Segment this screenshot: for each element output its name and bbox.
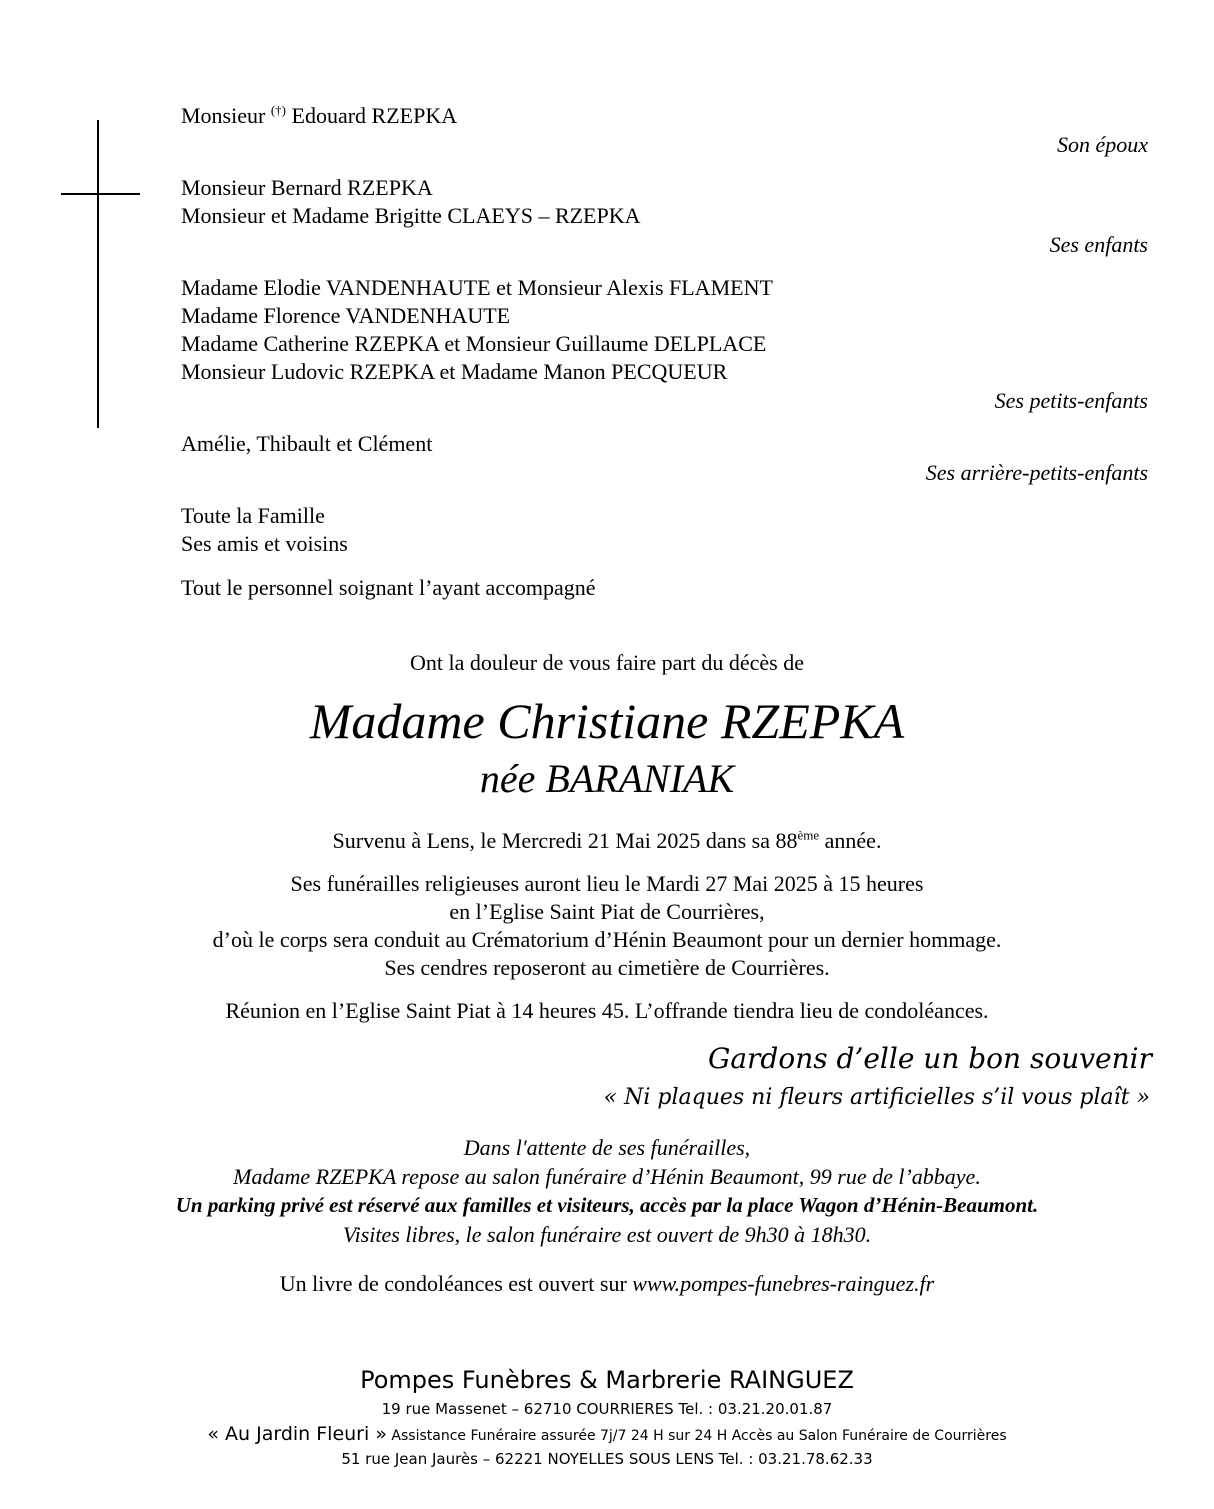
care-staff: Tout le personnel soignant l’ayant accompagné — [181, 575, 596, 600]
husband-name: Edouard RZEPKA — [286, 103, 458, 128]
ordinal-suffix: ème — [797, 827, 820, 843]
husband-line — [181, 103, 457, 129]
condolences-text: Un livre de condoléances est ouvert sur — [279, 1271, 633, 1296]
grandchild-3: Madame Catherine RZEPKA et Monsieur Guillaume DELPLACE — [181, 331, 767, 356]
grandchild-1: Madame Elodie VANDENHAUTE et Monsieur Alexis FLAMENT — [181, 275, 773, 300]
announcement-intro: Ont la douleur de vous faire part du décès de — [409, 650, 805, 675]
company-address-1: 19 rue Massenet – 62710 COURRIERES Tel. : 03.21.20.01.87 — [381, 1400, 833, 1418]
great-grandchildren-relation: Ses arrière-petits-enfants — [925, 460, 1148, 485]
children-relation: Ses enfants — [1049, 232, 1148, 257]
friends-neighbors: Ses amis et voisins — [181, 531, 348, 556]
branch-name: « Au Jardin Fleuri » — [207, 1423, 387, 1445]
funeral-line-4: Ses cendres reposeront au cimetière de Courrières. — [384, 955, 830, 980]
cross-icon-horizontal — [61, 193, 140, 195]
condolences-line — [0, 1271, 1214, 1297]
branch-line — [0, 1423, 1214, 1445]
flowers-line: « Ni plaques ni fleurs artificielles s’il vous plaît » — [603, 1085, 1150, 1110]
grandchildren-relation: Ses petits-enfants — [994, 388, 1148, 413]
husband-relation: Son époux — [1056, 132, 1148, 157]
grandchild-4: Monsieur Ludovic RZEPKA et Madame Manon PECQUEUR — [181, 359, 728, 384]
funeral-line-1: Ses funérailles religieuses auront lieu le Mardi 27 Mai 2025 à 15 heures — [290, 871, 924, 896]
company-name: Pompes Funèbres & Marbrerie RAINGUEZ — [360, 1366, 854, 1394]
child-1: Monsieur Bernard RZEPKA — [181, 175, 433, 200]
great-grandchildren: Amélie, Thibault et Clément — [181, 431, 433, 456]
branch-info: Assistance Funéraire assurée 7j/7 24 H sur 24 H Accès au Salon Funéraire de Courrières — [386, 1428, 1007, 1444]
child-2: Monsieur et Madame Brigitte CLAEYS – RZEPKA — [181, 203, 641, 228]
souvenir-line: Gardons d’elle un bon souvenir — [707, 1042, 1152, 1075]
deceased-name: Madame Christiane RZEPKA — [309, 693, 905, 749]
death-line — [0, 828, 1214, 854]
funeral-line-3: d’où le corps sera conduit au Crématorium d’Hénin Beaumont pour un dernier hommage. — [212, 927, 1002, 952]
visits-hours: Visites libres, le salon funéraire est ouvert de 9h30 à 18h30. — [342, 1222, 872, 1247]
grandchild-2: Madame Florence VANDENHAUTE — [181, 303, 511, 328]
deceased-mark: (†) — [270, 102, 286, 118]
company-address-2: 51 rue Jean Jaurès – 62221 NOYELLES SOUS LENS Tel. : 03.21.78.62.33 — [341, 1450, 873, 1468]
visits-line-1: Dans l'attente de ses funérailles, — [463, 1135, 751, 1160]
parking-line: Un parking privé est réservé aux familles et visiteurs, accès par la place Wagon d’Hénin-Beaumont. — [175, 1193, 1039, 1217]
funeral-line-2: en l’Eglise Saint Piat de Courrières, — [449, 899, 765, 924]
maiden-name: née BARANIAK — [479, 756, 735, 801]
meeting-line: Réunion en l’Eglise Saint Piat à 14 heures 45. L’offrande tiendra lieu de condoléances. — [225, 998, 989, 1023]
condolences-link[interactable]: www.pompes-funebres-rainguez.fr — [632, 1271, 935, 1296]
death-text: Survenu à Lens, le Mercredi 21 Mai 2025 dans sa 88 — [332, 828, 798, 853]
husband-prefix: Monsieur — [181, 103, 271, 128]
cross-icon-vertical — [97, 120, 99, 428]
family-all: Toute la Famille — [181, 503, 325, 528]
death-text-end: année. — [819, 828, 882, 853]
visits-line-2: Madame RZEPKA repose au salon funéraire d’Hénin Beaumont, 99 rue de l’abbaye. — [233, 1164, 981, 1189]
